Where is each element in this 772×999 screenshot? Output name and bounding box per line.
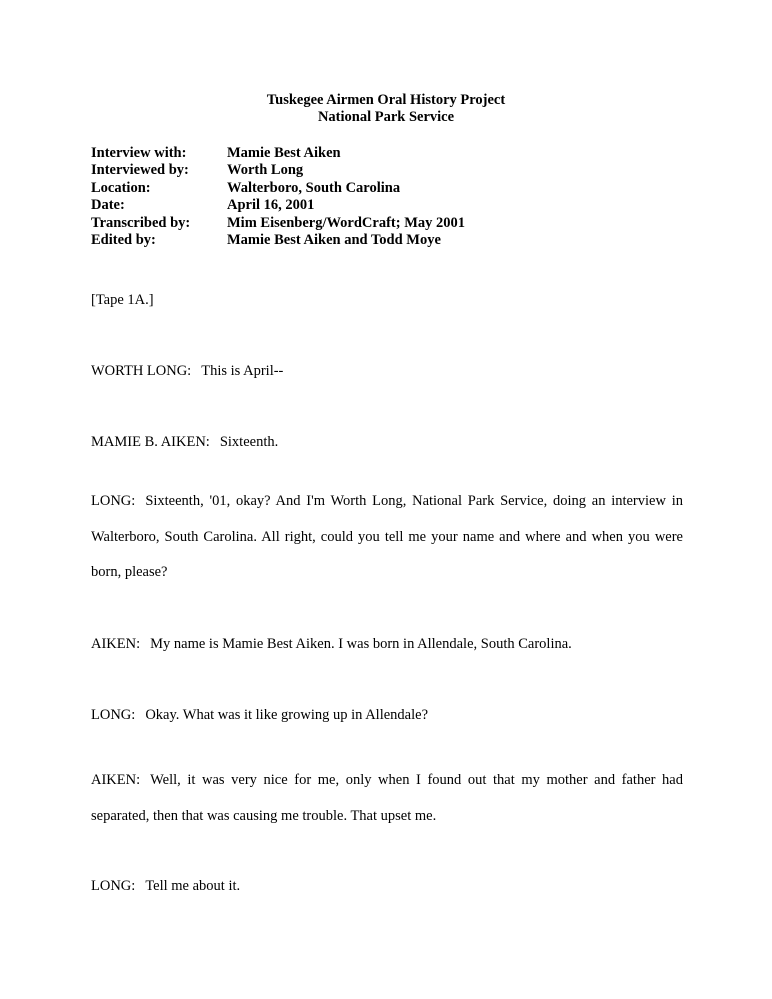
meta-value: Mamie Best Aiken and Todd Moye (227, 232, 441, 249)
speaker-label: AIKEN: (91, 636, 141, 652)
utterance-text: Okay. What was it like growing up in Allendale? (145, 707, 428, 723)
organization-name: National Park Service (317, 109, 455, 125)
transcript-paragraph (91, 484, 683, 591)
meta-row-transcriber (91, 215, 465, 232)
meta-value: Mamie Best Aiken (227, 145, 341, 161)
meta-row-editors (91, 232, 465, 249)
meta-value: Mim Eisenberg/WordCraft; May 2001 (227, 214, 466, 231)
meta-label: Location: (91, 179, 151, 196)
interview-metadata (91, 145, 465, 249)
utterance-text: Tell me about it. (145, 878, 241, 894)
meta-label: Interviewed by: (91, 162, 189, 179)
meta-label: Interview with: (91, 145, 187, 161)
meta-value: Worth Long (227, 162, 304, 179)
meta-label: Date: (91, 197, 125, 214)
meta-value: Walterboro, South Carolina (227, 179, 401, 196)
transcript-paragraph (91, 869, 683, 905)
transcript-paragraph (91, 425, 683, 461)
utterance-text: This is April-- (201, 363, 284, 379)
utterance-text: Sixteenth. (219, 434, 279, 450)
speaker-label: AIKEN: (91, 772, 141, 788)
speaker-label: MAMIE B. AIKEN: (91, 434, 210, 450)
meta-row-interviewer (91, 162, 465, 179)
meta-label: Edited by: (91, 232, 156, 249)
meta-value: April 16, 2001 (227, 197, 315, 214)
speaker-label: LONG: (91, 707, 136, 723)
transcript-paragraph (91, 698, 683, 734)
speaker-label: LONG: (91, 493, 136, 509)
tape-marker: [Tape 1A.] (91, 292, 154, 308)
utterance-text: Well, it was very nice for me, only when I found out that my mother and father had separated, then that was causing me trouble. That upset me. (91, 772, 683, 824)
utterance-text: Sixteenth, '01, okay? And I'm Worth Long, National Park Service, doing an interview in Walterboro, South Carolina. All right, could you tell me your name and where and when you were born, please? (91, 493, 683, 580)
speaker-label: WORTH LONG: (91, 363, 192, 379)
meta-label: Transcribed by: (91, 214, 191, 231)
transcript-paragraph (91, 763, 683, 834)
document-header (0, 92, 772, 126)
speaker-label: LONG: (91, 878, 136, 894)
meta-row-interviewee (91, 145, 465, 162)
transcript-paragraph (91, 627, 683, 663)
project-title: Tuskegee Airmen Oral History Project (266, 92, 506, 108)
meta-row-location (91, 180, 465, 197)
transcript-paragraph (91, 354, 683, 390)
utterance-text: My name is Mamie Best Aiken. I was born in Allendale, South Carolina. (150, 636, 572, 652)
meta-row-date (91, 197, 465, 214)
